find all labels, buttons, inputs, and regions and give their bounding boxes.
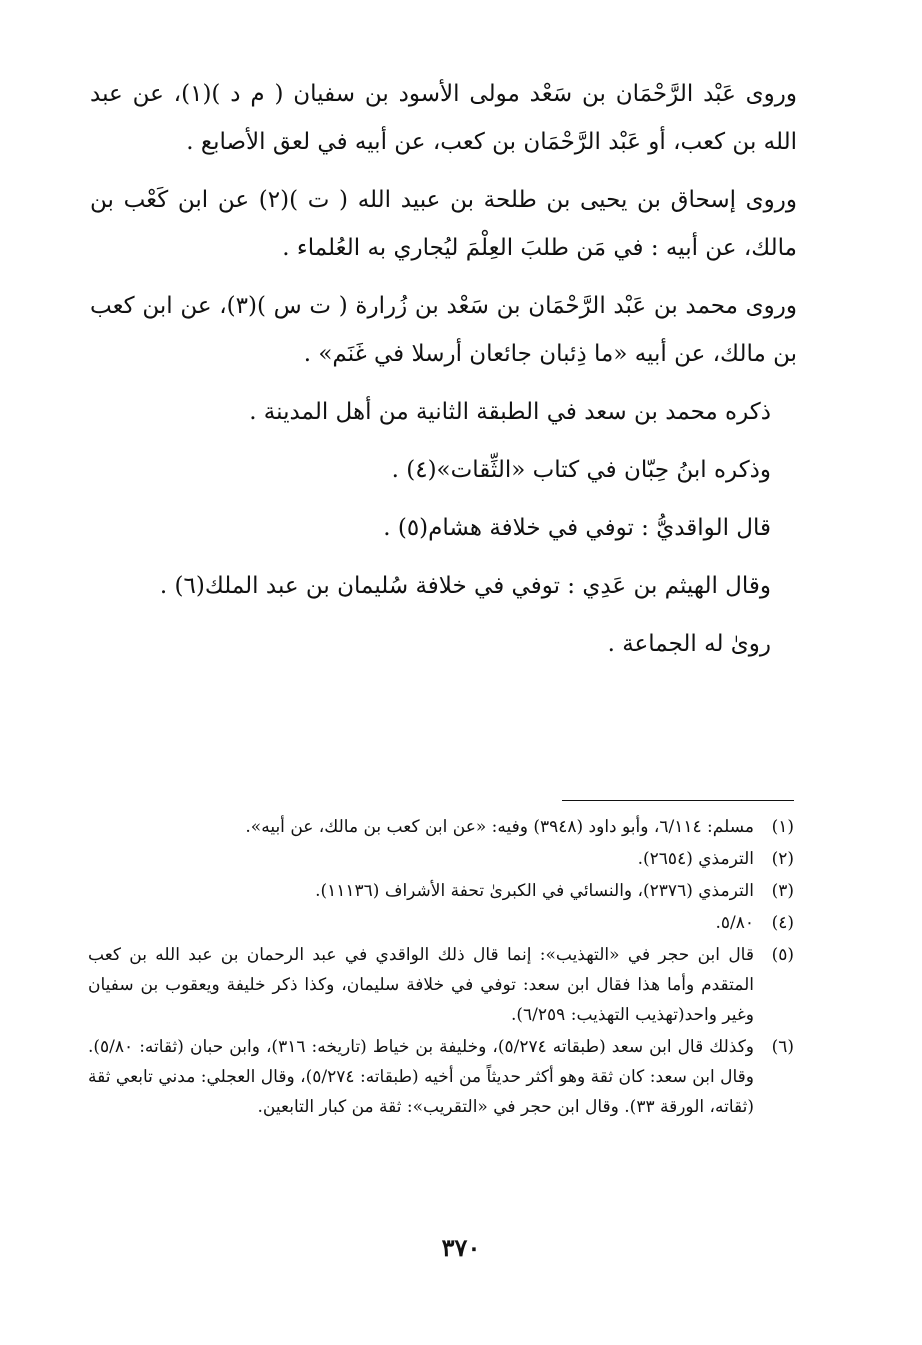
footnote xyxy=(88,812,794,842)
footnote-number: (٤) xyxy=(771,913,794,933)
paragraph-1: وروى عَبْد الرَّحْمَان بن سَعْد مولى الأسود بن سفيان ( م د )(١)، عن عبد الله بن كعب، أو عَبْد الرَّحْمَان بن كعب، عن أبيه في لعق الأصابع . xyxy=(90,81,797,155)
footnote-separator xyxy=(562,800,794,801)
footnote-text: الترمذي (٢٣٧٦)، والنسائي في الكبرىٰ تحفة الأشراف (١١١٣٦). xyxy=(315,881,754,901)
footnote-text: وكذلك قال ابن سعد (طبقاته ٥/٢٧٤)، وخليفة بن خياط (تاريخه: ٣١٦)، وابن حبان (ثقاته: ٥/٨٠). وقال ابن سعد: كان ثقة وهو أكثر حديثاً من أخيه (طبقاته: ٥/٢٧٤)، وقال العجلي: مدني تابعي ثقة (ثقاته، الورقة ٣٣). وقال ابن حجر في «التقريب»: ثقة من كبار التابعين. xyxy=(88,1037,755,1117)
footnote xyxy=(88,876,794,906)
footnote xyxy=(88,940,794,1030)
paragraph-5: وذكره ابنُ حِبّان في كتاب «الثِّقات»(٤) . xyxy=(391,457,771,483)
footnote-text: قال ابن حجر في «التهذيب»: إنما قال ذلك الواقدي في عبد الرحمان بن عبد الله بن كعب المتقدم وأما هذا فقال ابن سعد: توفي في خلافة سليمان، وكذا ذكر خليفة ويعقوب بن سفيان وغير واحد(تهذيب التهذيب: ٦/٢٥٩). xyxy=(88,945,754,1025)
footnotes xyxy=(88,812,794,1124)
footnote xyxy=(88,1032,794,1122)
main-text xyxy=(90,70,797,678)
footnote-text: ٥/٨٠. xyxy=(715,913,754,933)
footnote-number: (٥) xyxy=(771,945,794,965)
paragraph-6: قال الواقديُّ : توفي في خلافة هشام(٥) . xyxy=(383,515,771,541)
paragraph-7: وقال الهيثم بن عَدِي : توفي في خلافة سُليمان بن عبد الملك(٦) . xyxy=(159,573,771,599)
paragraph-3: وروى محمد بن عَبْد الرَّحْمَان بن سَعْد بن زُرارة ( ت س )(٣)، عن ابن كعب بن مالك، عن أبيه «ما ذِئبان جائعان أرسلا في غَنَم» . xyxy=(90,293,797,367)
footnote-number: (١) xyxy=(771,817,794,837)
page-number: ٣٧٠ xyxy=(441,1233,481,1262)
footnote-text: مسلم: ٦/١١٤، وأبو داود (٣٩٤٨) وفيه: «عن ابن كعب بن مالك، عن أبيه». xyxy=(245,817,754,837)
footnote xyxy=(88,908,794,938)
paragraph-8: روىٰ له الجماعة . xyxy=(607,631,771,657)
paragraph-2: وروى إسحاق بن يحيى بن طلحة بن عبيد الله ( ت )(٢) عن ابن كَعْب بن مالك، عن أبيه : في مَن طلبَ العِلْمَ ليُجاري به العُلماء . xyxy=(90,187,797,261)
footnote-number: (٦) xyxy=(771,1037,794,1057)
footnote-number: (٣) xyxy=(771,881,794,901)
footnote xyxy=(88,844,794,874)
footnote-text: الترمذي (٢٦٥٤). xyxy=(637,849,754,869)
footnote-number: (٢) xyxy=(771,849,794,869)
paragraph-4: ذكره محمد بن سعد في الطبقة الثانية من أهل المدينة . xyxy=(249,399,771,425)
